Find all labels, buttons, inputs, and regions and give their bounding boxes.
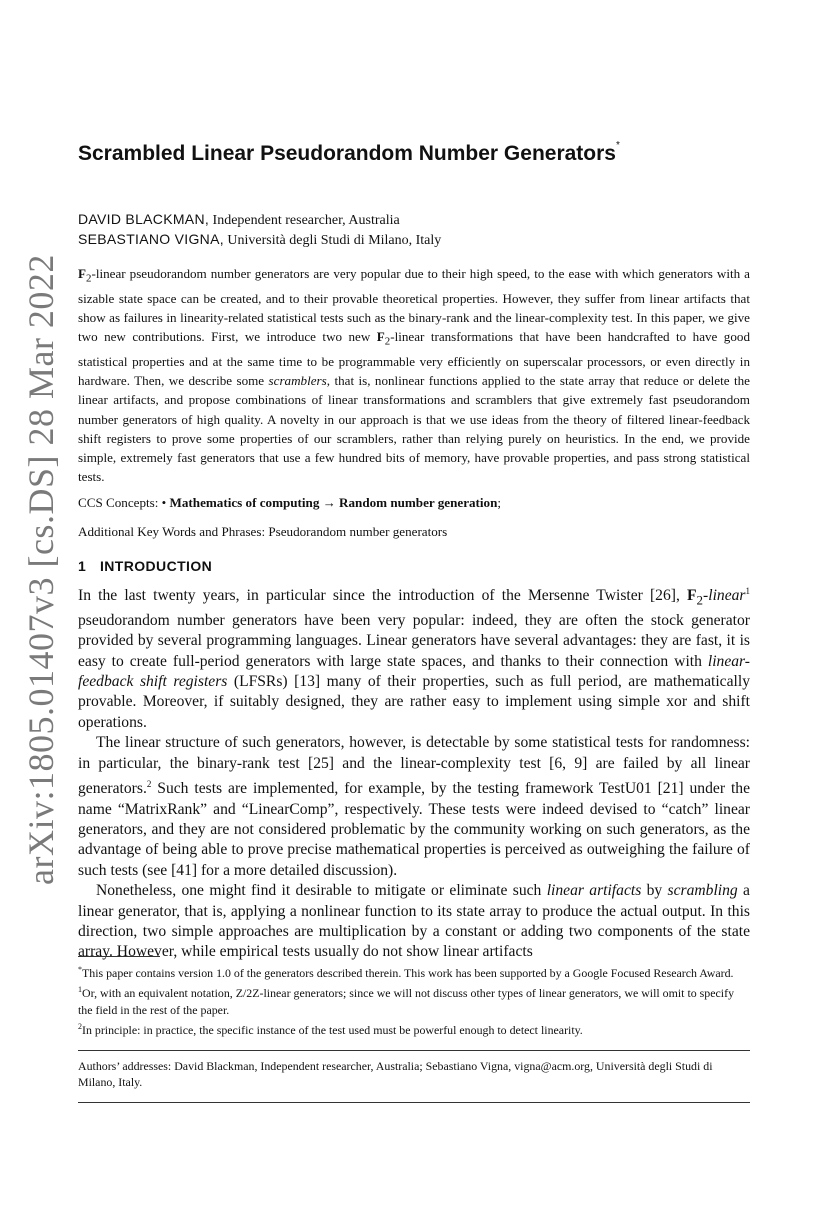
- author-affiliation: Independent researcher, Australia: [212, 213, 400, 228]
- author-affiliation: Università degli Studi di Milano, Italy: [227, 233, 442, 248]
- footnote-ref[interactable]: 2: [146, 778, 152, 789]
- title-footnote-mark: *: [615, 140, 620, 151]
- footnote: $^1$Or, with an equivalent notation, Z/2Z-linear generators; since we will not discuss other types of linear generators, we will omit to specify the field in the rest of the paper.: [78, 985, 735, 1017]
- addresses-divider-bottom: [78, 1102, 750, 1103]
- paragraph: Nonetheless, one might find it desirable to mitigate or eliminate such linear artifacts by scrambling a linear generator, that is, applying a nonlinear function to its state array to produce the actual output. In this direction, two simple approaches are multiplication by a constant or adding two components of the state array. However, while empirical tests usually do not show linear artifacts: [78, 882, 750, 961]
- author-name: SEBASTIANO VIGNA,: [78, 231, 224, 247]
- abstract: $F_2$-linear pseudorandom number generators are very popular due to their high speed, to the ease with which generators with a sizable state space can be created, and to their provable theoretical properties. However, they suffer from linear artifacts that show as failures in linearity-related statistical tests such as the binary-rank and the linear-complexity test. In this paper, we give two new contributions. First, we introduce two new $F_2$-linear transformations that have been handcrafted to have good statistical properties and at the same time to be programmable very efficiently on superscalar processors, or even directly in hardware. Then, we describe some scramblers, that is, nonlinear functions applied to the state array that reduce or delete the linear artifacts, and propose combinations of linear transformations and scramblers that give extremely fast pseudorandom number generators of high quality. A novelty in our approach is that we use ideas from the theory of filtered linear-feedback shift registers to prove some properties of our scramblers, rather than relying purely on heuristics. In the end, we provide simple, extremely fast generators that use a few hundred bits of memory, have provable properties, and pass strong statistical tests.: [78, 266, 750, 485]
- author-addresses: Authors’ addresses: David Blackman, Independent researcher, Australia; Sebastiano Vigna, vigna@acm.org, Università degli Studi di Milano, Italy.: [78, 1059, 713, 1090]
- footnote-divider: [78, 956, 160, 957]
- footnote: *This paper contains version 1.0 of the generators described therein. This work has been supported by a Google Focused Research Award.: [78, 965, 734, 980]
- author-entry: [78, 210, 441, 230]
- author-list: [78, 210, 441, 250]
- footnote-ref[interactable]: 1: [745, 586, 750, 596]
- keywords: Additional Key Words and Phrases: Pseudorandom number generators: [78, 524, 448, 539]
- footnote: $^2$In principle: in practice, the specific instance of the test used must be powerful enough to detect linearity.: [78, 1021, 583, 1037]
- arxiv-identifier-stamp: arXiv:1805.01407v3 [cs.DS] 28 Mar 2022: [21, 254, 61, 885]
- ccs-concepts: CCS Concepts: • Mathematics of computing → Random number generation;: [78, 495, 502, 510]
- paragraph: In the last twenty years, in particular since the introduction of the Mersenne Twister [26], $F_2-linear^1$ pseudorandom number generators have been very popular: indeed, they are often the stock generator provided by several programming languages. Linear generators have several advantages: they are fast, it is easy to create full-period generators with large state spaces, and thanks to their connection with linear-feedback shift registers (LFSRs) [13] many of their properties, such as full period, are mathematically provable. Moreover, if suitably designed, they are rather easy to implement using simple xor and shift operations.: [78, 586, 750, 731]
- introduction-body: [78, 581, 750, 963]
- paragraph: The linear structure of such generators, however, is detectable by some statistical tests for randomness: in particular, the binary-rank test [25] and the linear-complexity test [6, 9] are failed by all linear generators.$^2$ Such tests are implemented, for example, by the testing framework TestU01 [21] under the name “MatrixRank” and “LinearComp”, respectively. These tests were indeed devised to “catch” linear generators, and they are not considered problematic by the community working on such generators, as the advantage of being able to prove precise mathematical properties is perceived as outweighing the failure of such tests (see [41] for a more detailed discussion).: [78, 734, 750, 879]
- addresses-divider-top: [78, 1050, 750, 1051]
- footnotes: [78, 962, 750, 1039]
- author-name: DAVID BLACKMAN,: [78, 211, 210, 227]
- section-heading: 1 INTRODUCTION: [78, 558, 213, 574]
- paper-title: Scrambled Linear Pseudorandom Number Generators*: [78, 140, 620, 165]
- author-entry: [78, 230, 441, 250]
